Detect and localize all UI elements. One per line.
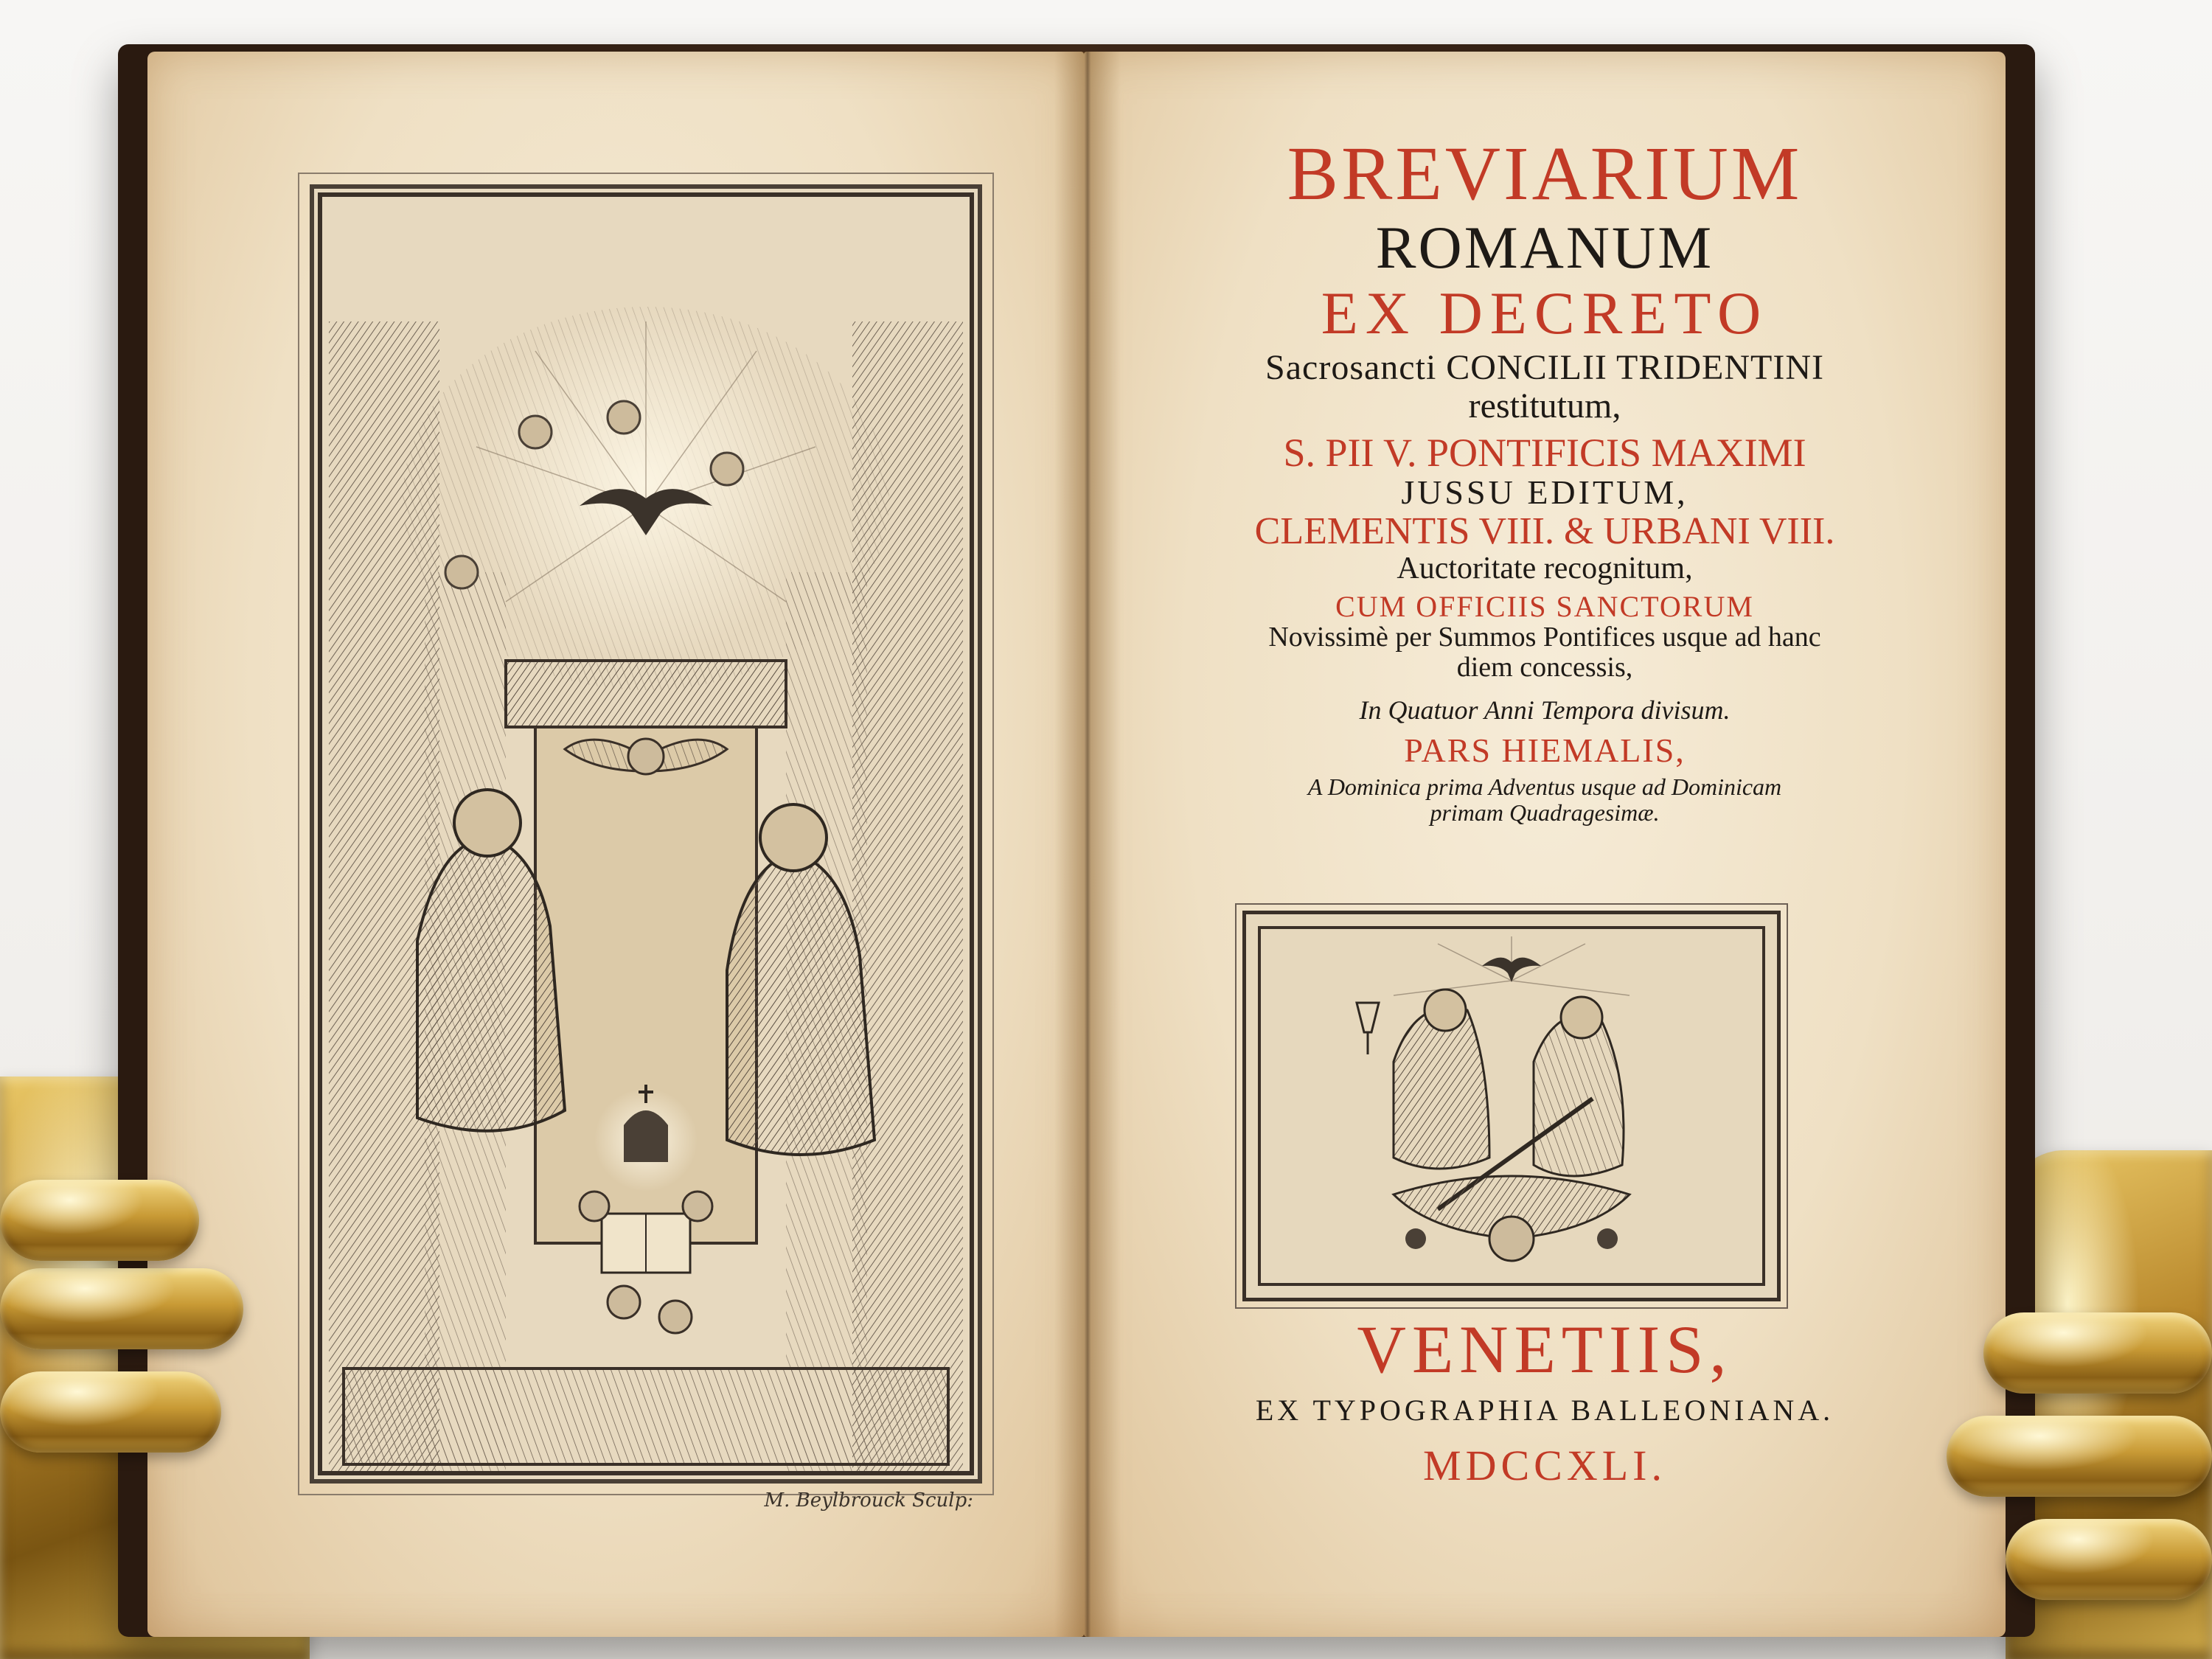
engraving-illustration	[314, 189, 978, 1479]
title-ex-decreto: EX DECRETO	[1321, 279, 1769, 347]
stand-finger-left-2	[0, 1371, 221, 1453]
title-pars-hiemalis: PARS HIEMALIS,	[1404, 731, 1686, 769]
stand-finger-left-3	[0, 1180, 199, 1261]
title-dominica: A Dominica prima Adventus usque ad Dominicam	[1307, 773, 1782, 801]
stand-finger-right-2	[1947, 1416, 2212, 1497]
title-officiis: CUM OFFICIIS SANCTORUM	[1335, 589, 1754, 623]
printers-vignette	[1242, 911, 1781, 1301]
title-pii-v: S. PII V. PONTIFICIS MAXIMI	[1283, 431, 1806, 476]
imprint	[1150, 1312, 1939, 1490]
title-diem: diem concessis,	[1456, 651, 1633, 683]
imprint-printer: EX TYPOGRAPHIA BALLEONIANA.	[1255, 1394, 1834, 1427]
vignette-figure-left	[1394, 1007, 1489, 1169]
title-quadragesimae: primam Quadragesimæ.	[1430, 799, 1660, 826]
stand-finger-left-1	[0, 1268, 243, 1349]
title-romanum: ROMANUM	[1375, 214, 1714, 282]
imprint-place: VENETIIS,	[1357, 1312, 1733, 1387]
papal-tiara-icon	[624, 1110, 668, 1162]
imprint-year: MDCCXLI.	[1423, 1441, 1666, 1490]
title-jussu-editum: JUSSU EDITUM,	[1401, 473, 1688, 512]
frontispiece-engraving	[310, 184, 982, 1484]
title-quatuor: In Quatuor Anni Tempora divisum.	[1359, 695, 1731, 725]
title-page-text	[1150, 133, 1939, 825]
title-breviarium: BREVIARIUM	[1287, 131, 1803, 216]
title-concilii: Sacrosancti CONCILII TRIDENTINI	[1265, 348, 1824, 388]
stand-finger-right-1	[1983, 1312, 2212, 1394]
vignette-illustration	[1246, 914, 1777, 1298]
stand-finger-right-3	[2006, 1519, 2212, 1600]
engraver-signature: M. Beylbrouck Sculp:	[764, 1489, 973, 1512]
title-restitutum: restitutum,	[1468, 386, 1621, 426]
title-novissime: Novissimè per Summos Pontifices usque ad hanc	[1268, 621, 1821, 653]
title-auctoritate: Auctoritate recognitum,	[1397, 552, 1693, 586]
title-clementis: CLEMENTIS VIII. & URBANI VIII.	[1254, 510, 1835, 553]
cherub-head-icon	[1489, 1217, 1534, 1261]
book-gutter	[1054, 52, 1121, 1637]
